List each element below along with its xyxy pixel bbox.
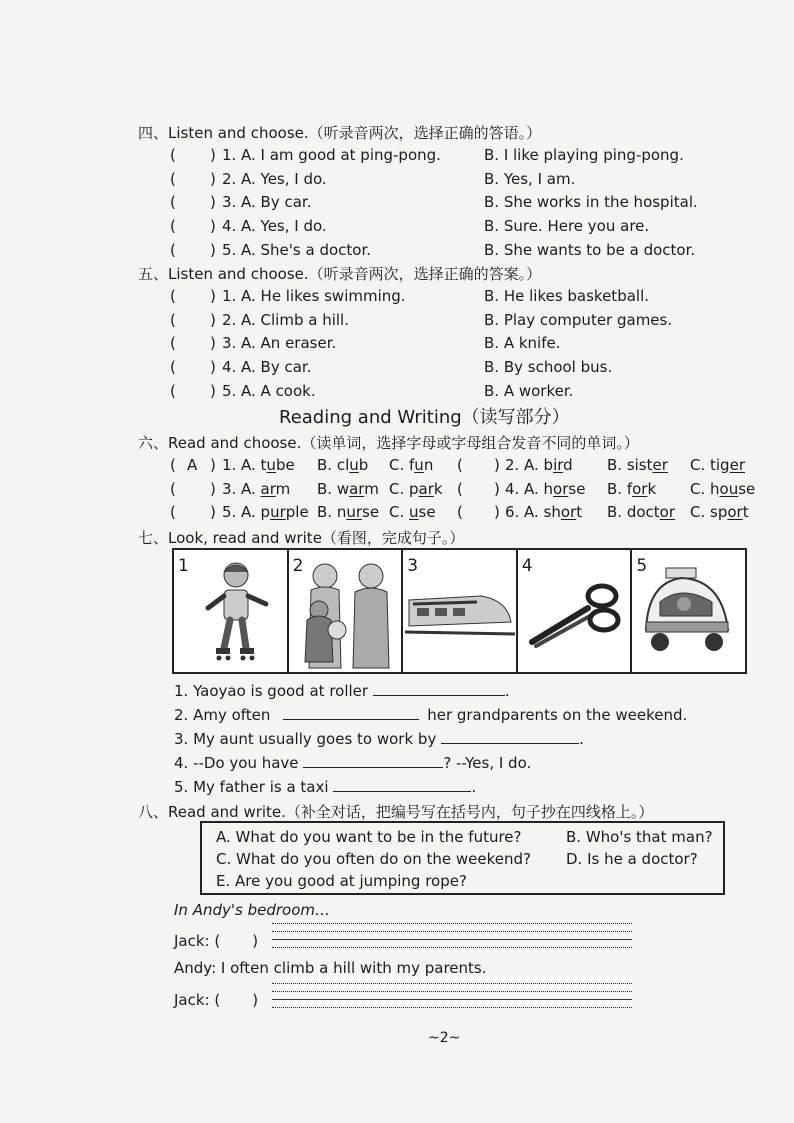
option-e: E. Are you good at jumping rope? [216, 872, 467, 890]
item-number: 4. [222, 358, 237, 376]
train-icon [403, 550, 518, 672]
section-6-title: 六、Read and choose.（读单词，选择字母或字母组合发音不同的单词。） [138, 434, 639, 452]
answer-paren-close: ) [210, 382, 216, 400]
word-option-b: B. warm [317, 480, 379, 498]
word-option-a: A. tube [241, 456, 295, 474]
answer-paren-open: ( [170, 503, 176, 521]
option-a: A. By car. [241, 193, 312, 211]
jack-line-2: Jack: ( ) [174, 991, 259, 1009]
picture-roller-skating [174, 550, 289, 672]
taxi-icon [632, 550, 744, 672]
picture-taxi [632, 550, 745, 672]
option-a: A. Yes, I do. [241, 217, 327, 235]
answer-paren-close: ) [210, 503, 216, 521]
example-answer: A [187, 456, 198, 474]
four-line-grid-2[interactable] [272, 983, 632, 1009]
picture-strip [172, 548, 747, 674]
word-option-b: B. nurse [317, 503, 380, 521]
answer-paren-open: ( [457, 456, 463, 474]
scissors-icon [518, 550, 630, 672]
option-b: B. Play computer games. [484, 311, 673, 329]
answer-blank[interactable] [303, 753, 443, 768]
answer-paren-open: ( [457, 480, 463, 498]
answer-paren-open: ( [170, 287, 176, 305]
section-8-title: 八、Read and write.（补全对话，把编号写在括号内，句子抄在四线格上。） [138, 803, 654, 821]
option-a: A. Yes, I do. [241, 170, 327, 188]
answer-paren-open: ( [170, 193, 176, 211]
option-a: A. What do you want to be in the future? [216, 828, 522, 846]
option-b: B. He likes basketball. [484, 287, 650, 305]
word-option-a: A. purple [241, 503, 309, 521]
option-b: B. A worker. [484, 382, 574, 400]
option-a: A. Climb a hill. [241, 311, 349, 329]
word-option-b: B. sister [607, 456, 668, 474]
answer-paren-close: ) [210, 456, 216, 474]
item-number: 3. [222, 193, 237, 211]
item-number: 4. [222, 217, 237, 235]
option-a: A. She's a doctor. [241, 241, 372, 259]
answer-paren-open: ( [170, 334, 176, 352]
option-a: A. A cook. [241, 382, 316, 400]
answer-paren-open: ( [170, 311, 176, 329]
word-option-b: B. doctor [607, 503, 676, 521]
answer-blank[interactable] [333, 777, 471, 792]
answer-paren-open: ( [170, 241, 176, 259]
answer-paren-close: ) [210, 193, 216, 211]
word-option-c: C. fun [389, 456, 434, 474]
part-title: Reading and Writing（读写部分） [279, 407, 570, 428]
option-b: B. A knife. [484, 334, 561, 352]
option-b: B. Yes, I am. [484, 170, 576, 188]
item-number: 1. [222, 146, 237, 164]
item-number: 5. [222, 503, 237, 521]
answer-paren-open: ( [170, 456, 176, 474]
roller-skater-icon [174, 550, 294, 672]
option-b: B. By school bus. [484, 358, 613, 376]
answer-blank[interactable] [283, 705, 419, 720]
item-number: 2. [505, 456, 520, 474]
answer-paren-close: ) [210, 358, 216, 376]
andy-line: Andy: I often climb a hill with my parents. [174, 959, 487, 977]
option-b: B. Who's that man? [566, 828, 713, 846]
item-number: 1. [222, 456, 237, 474]
answer-paren-open: ( [170, 358, 176, 376]
sentence-5: 5. My father is a taxi . [174, 778, 477, 796]
picture-number: 2 [292, 556, 304, 576]
word-option-a: A. arm [241, 480, 291, 498]
picture-scissors [518, 550, 633, 672]
section-7-title: 七、Look, read and write（看图，完成句子。） [138, 529, 465, 547]
picture-grandparents [289, 550, 404, 672]
sentence-2: 2. Amy often her grandparents on the weekend. [174, 706, 688, 724]
word-option-c: C. park [389, 480, 443, 498]
word-option-a: A. short [524, 503, 583, 521]
item-number: 5. [222, 241, 237, 259]
option-b: B. She works in the hospital. [484, 193, 698, 211]
option-b: B. I like playing ping-pong. [484, 146, 684, 164]
answer-paren-open: ( [170, 170, 176, 188]
item-number: 2. [222, 170, 237, 188]
scene-text: In Andy's bedroom… [174, 901, 330, 919]
answer-blank[interactable] [441, 729, 579, 744]
answer-paren-open: ( [170, 217, 176, 235]
option-a: A. By car. [241, 358, 312, 376]
picture-number: 5 [636, 556, 648, 576]
word-option-c: C. tiger [690, 456, 745, 474]
picture-number: 1 [178, 556, 189, 576]
answer-paren-close: ) [210, 311, 216, 329]
answer-blank[interactable] [373, 681, 505, 696]
option-b: B. Sure. Here you are. [484, 217, 650, 235]
answer-paren-close: ) [210, 480, 216, 498]
item-number: 2. [222, 311, 237, 329]
answer-paren-close: ) [494, 456, 500, 474]
answer-paren-open: ( [170, 382, 176, 400]
word-option-b: B. club [317, 456, 369, 474]
answer-paren-close: ) [210, 146, 216, 164]
option-a: A. He likes swimming. [241, 287, 406, 305]
answer-paren-close: ) [210, 241, 216, 259]
word-option-c: C. use [389, 503, 436, 521]
answer-paren-open: ( [170, 146, 176, 164]
answer-paren-close: ) [494, 503, 500, 521]
four-line-grid-1[interactable] [272, 923, 632, 949]
answer-paren-close: ) [494, 480, 500, 498]
sentence-4: 4. --Do you have ? --Yes, I do. [174, 754, 532, 772]
answer-paren-open: ( [170, 480, 176, 498]
item-number: 3. [222, 334, 237, 352]
answer-paren-close: ) [210, 170, 216, 188]
dialogue-options-box [200, 821, 725, 895]
section-5-title: 五、Listen and choose.（听录音两次，选择正确的答案。） [138, 265, 542, 283]
jack-line-1: Jack: ( ) [174, 932, 259, 950]
item-number: 4. [505, 480, 520, 498]
word-option-a: A. bird [524, 456, 573, 474]
picture-train [403, 550, 518, 672]
option-d: D. Is he a doctor? [566, 850, 698, 868]
picture-number: 4 [521, 556, 533, 576]
answer-paren-open: ( [457, 503, 463, 521]
word-option-a: A. horse [524, 480, 586, 498]
option-b: B. She wants to be a doctor. [484, 241, 696, 259]
page-number: ~2~ [428, 1030, 461, 1046]
answer-paren-close: ) [210, 334, 216, 352]
word-option-c: C. sport [690, 503, 749, 521]
item-number: 3. [222, 480, 237, 498]
sentence-3: 3. My aunt usually goes to work by . [174, 730, 584, 748]
answer-paren-close: ) [210, 287, 216, 305]
answer-paren-close: ) [210, 217, 216, 235]
option-a: A. An eraser. [241, 334, 337, 352]
sentence-1: 1. Yaoyao is good at roller . [174, 682, 510, 700]
picture-number: 3 [407, 556, 419, 576]
word-option-b: B. fork [607, 480, 657, 498]
option-c: C. What do you often do on the weekend? [216, 850, 531, 868]
word-option-c: C. house [690, 480, 756, 498]
item-number: 6. [505, 503, 520, 521]
item-number: 5. [222, 382, 237, 400]
family-icon [289, 550, 401, 672]
item-number: 1. [222, 287, 237, 305]
section-4-title: 四、Listen and choose.（听录音两次，选择正确的答语。） [138, 124, 542, 142]
option-a: A. I am good at ping-pong. [241, 146, 441, 164]
